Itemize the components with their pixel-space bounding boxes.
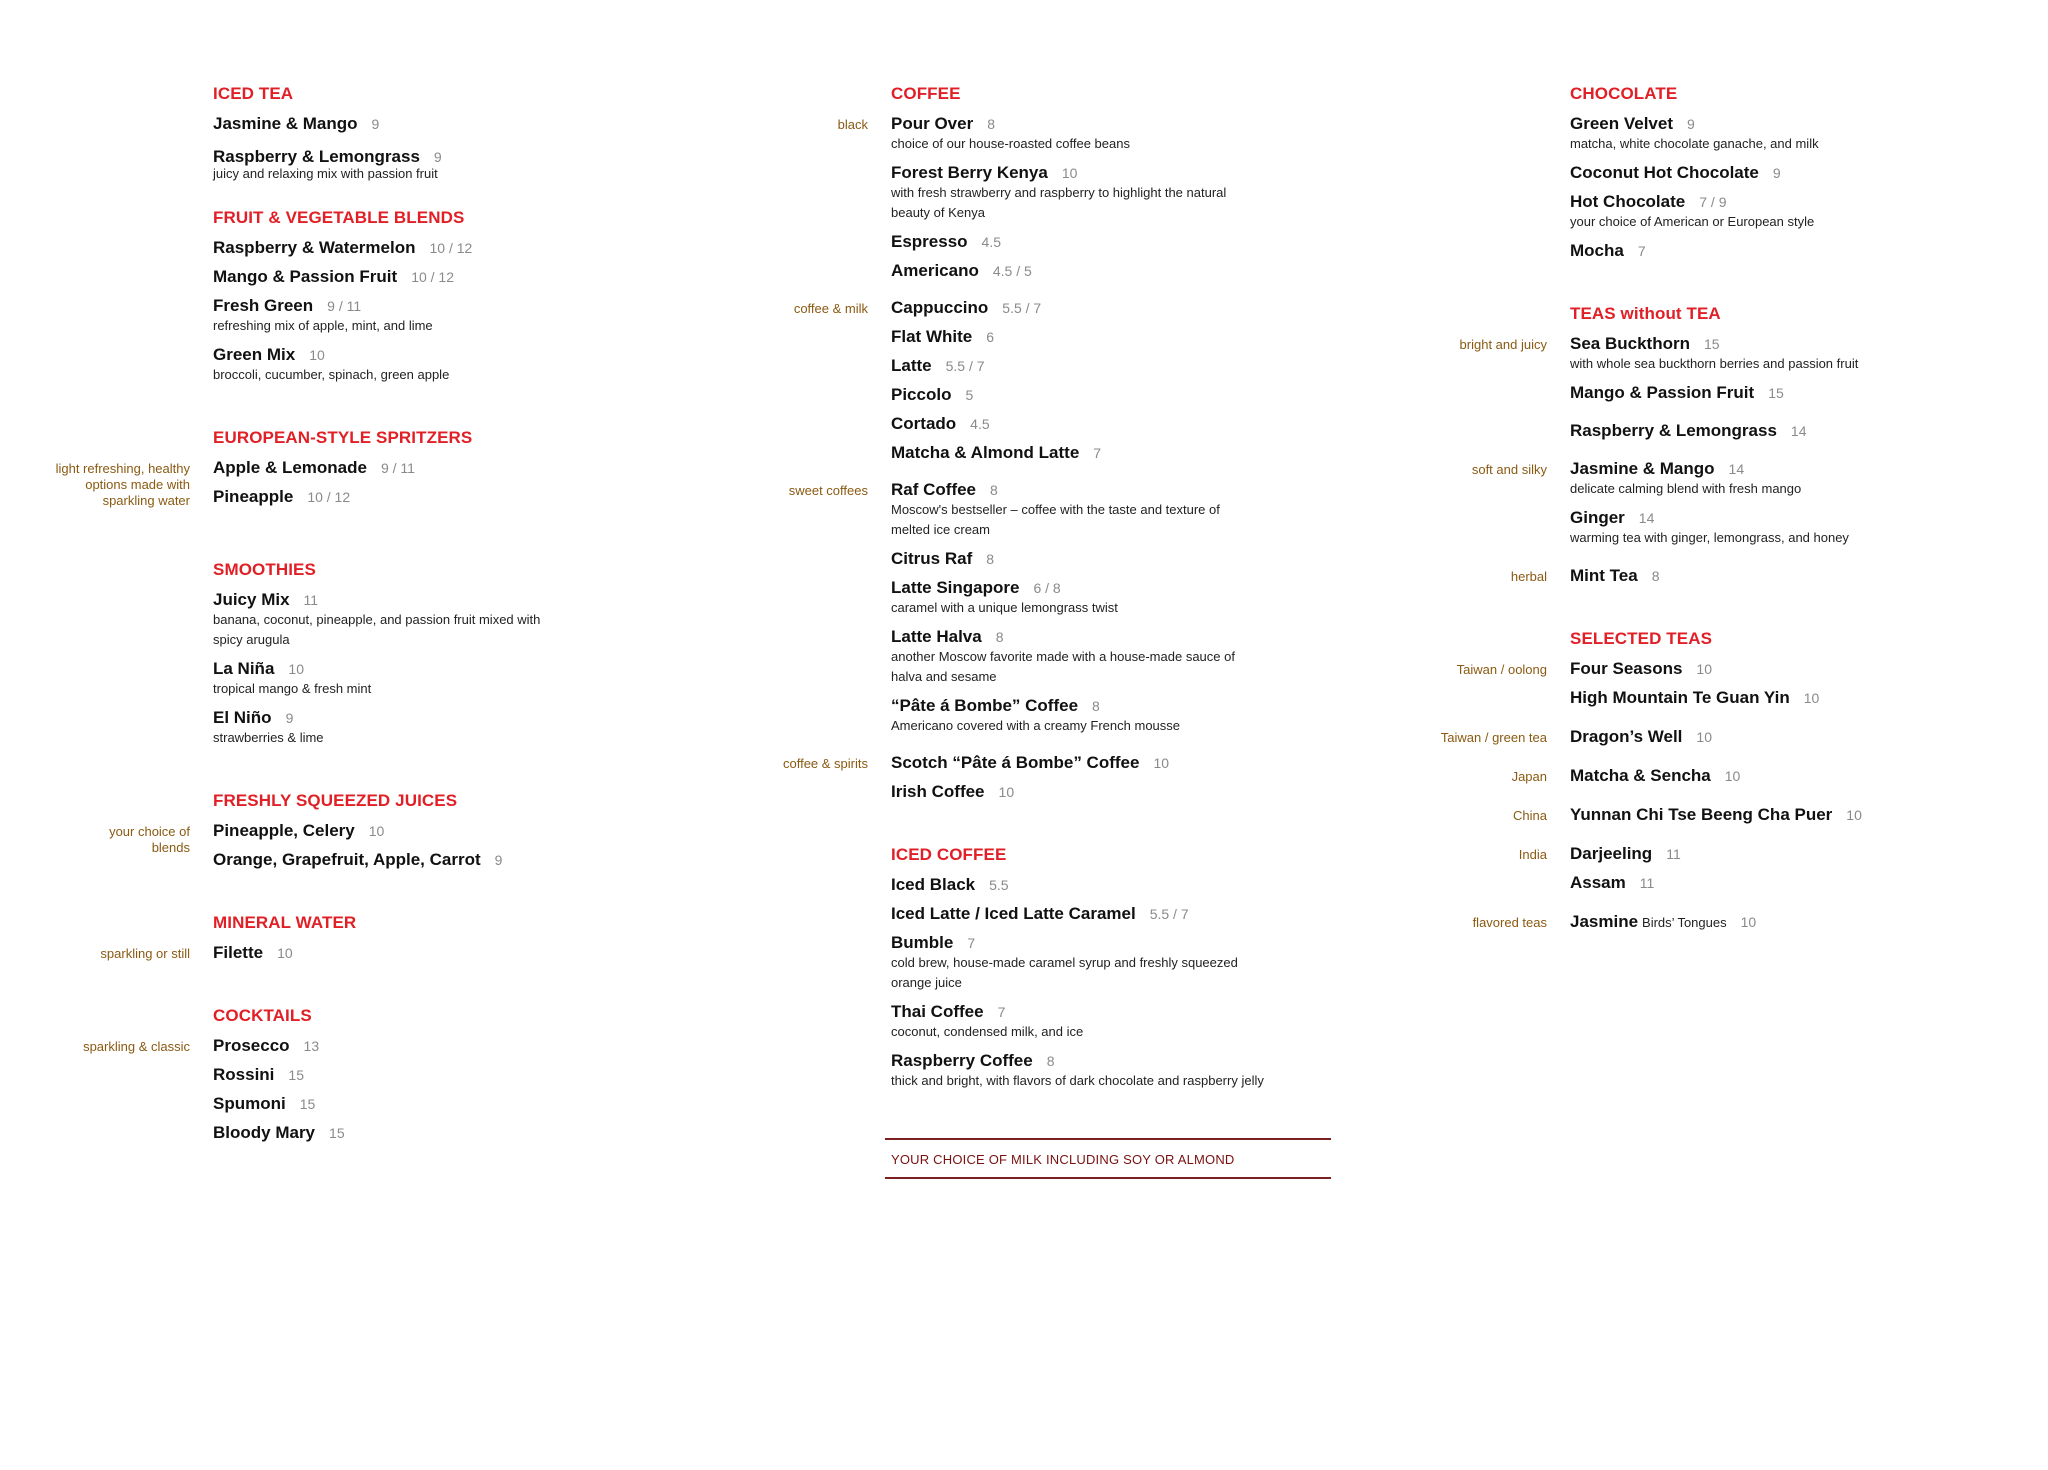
menu-item (1570, 192, 1990, 232)
section-iced-coffee (891, 844, 1351, 1091)
menu-item (891, 696, 1351, 736)
item-description: refreshing mix of apple, mint, and lime (213, 318, 433, 333)
category-note: India (1518, 847, 1547, 862)
section-european-spritzers (55, 427, 613, 508)
section-title: EUROPEAN-STYLE SPRITZERS (213, 428, 473, 447)
menu-item (213, 1094, 613, 1114)
item-price: 11 (1639, 875, 1655, 891)
item-name: Yunnan Chi Tse Beeng Cha Puer (1570, 805, 1833, 824)
menu-item (1570, 114, 1990, 154)
item-price: 10 (368, 823, 385, 839)
item-name: Cortado (891, 414, 957, 433)
menu-item (213, 659, 613, 699)
menu-item (213, 267, 613, 287)
item-price: 9 (433, 149, 442, 165)
item-name: Forest Berry Kenya (891, 163, 1048, 182)
section-title: ICED TEA (213, 84, 294, 103)
menu-item (213, 147, 613, 181)
menu-item (891, 782, 1351, 802)
item-description: choice of our house-roasted coffee beans (891, 136, 1130, 151)
item-name: Fresh Green (213, 296, 314, 315)
menu-item (891, 1051, 1351, 1091)
menu-item (891, 904, 1351, 924)
menu-item (213, 708, 613, 748)
item-price: 5.5 / 7 (945, 358, 985, 374)
item-name: La Niña (213, 659, 275, 678)
item-name: Green Velvet (1570, 114, 1674, 133)
section-title: SELECTED TEAS (1570, 629, 1713, 648)
menu-item (1570, 421, 1990, 441)
item-name: Americano (891, 261, 979, 280)
item-name: Juicy Mix (213, 590, 290, 609)
menu-item (213, 487, 613, 507)
item-price: 10 (288, 661, 304, 677)
item-name: Bloody Mary (213, 1123, 316, 1142)
section-mineral-water (100, 912, 613, 963)
menu-item (1570, 688, 1990, 708)
menu-column-right (1440, 83, 1990, 942)
item-name: Raf Coffee (891, 480, 977, 499)
item-price: 7 / 9 (1699, 194, 1727, 210)
item-description: matcha, white chocolate ganache, and milk (1570, 136, 1819, 151)
item-name: Iced Black (891, 875, 976, 894)
item-price: 15 (299, 1096, 316, 1112)
item-price: 9 (1687, 116, 1695, 132)
menu-item (793, 298, 1351, 318)
item-price: 11 (303, 592, 319, 608)
item-description: thick and bright, with flavors of dark chocolate and raspberry jelly (891, 1073, 1264, 1088)
item-name: Latte Singapore (891, 578, 1020, 597)
item-name: El Niño (213, 708, 272, 727)
menu-item (213, 238, 613, 258)
item-name: Darjeeling (1570, 844, 1653, 863)
item-name: Cappuccino (891, 298, 989, 317)
item-name: Raspberry & Lemongrass (213, 147, 420, 166)
item-name: Raspberry & Lemongrass (1570, 421, 1777, 440)
category-note: sparkling or still (100, 946, 190, 961)
menu-item (891, 627, 1351, 687)
item-price: 5.5 / 7 (1002, 300, 1042, 316)
category-note: your choice of blends (109, 824, 190, 855)
category-note: China (1513, 808, 1547, 823)
menu-item (891, 385, 1351, 405)
menu-item (1456, 659, 1990, 679)
item-price: 6 (986, 329, 995, 345)
item-price: 14 (1638, 510, 1655, 526)
item-name: Four Seasons (1570, 659, 1683, 678)
item-description: Moscow's bestseller – coffee with the taste and texture of melted ice cream (891, 502, 1220, 537)
item-name: “Pâte á Bombe” Coffee (891, 696, 1079, 715)
item-price: 8 (995, 629, 1004, 645)
item-description: broccoli, cucumber, spinach, green apple (213, 367, 450, 382)
menu-item (1472, 912, 1990, 933)
item-price: 8 (1651, 568, 1660, 584)
item-price: 4.5 (981, 234, 1002, 250)
menu-item (891, 933, 1351, 993)
menu-item (100, 943, 613, 963)
item-name: Espresso (891, 232, 968, 251)
menu-item (213, 1123, 613, 1143)
menu-item (1570, 873, 1990, 893)
item-description: tropical mango & fresh mint (213, 681, 372, 696)
item-price: 4.5 / 5 (992, 263, 1032, 279)
menu-item (1511, 766, 1990, 786)
item-price: 9 / 11 (380, 460, 415, 476)
menu-item (213, 1065, 613, 1085)
section-coffee (782, 83, 1351, 802)
menu-item (891, 875, 1351, 895)
item-name: Scotch “Pâte á Bombe” Coffee (891, 753, 1140, 772)
menu-item (891, 356, 1351, 376)
item-price: 9 (494, 852, 503, 868)
item-description: strawberries & lime (213, 730, 324, 745)
menu-item (837, 114, 1351, 154)
item-name: Piccolo (891, 385, 952, 404)
menu-item (891, 163, 1351, 223)
item-price: 10 (1846, 807, 1862, 823)
section-title: COFFEE (891, 84, 961, 103)
item-name: Matcha & Sencha (1570, 766, 1711, 785)
item-name: Ginger (1570, 508, 1625, 527)
section-title: TEAS without TEA (1570, 304, 1721, 323)
item-price: 15 (288, 1067, 304, 1083)
item-price: 10 (277, 945, 293, 961)
menu-item (1570, 163, 1990, 183)
item-price: 9 / 11 (327, 298, 362, 314)
item-price: 4.5 (970, 416, 990, 432)
menu-item (891, 327, 1351, 347)
item-price: 10 / 12 (307, 489, 351, 505)
item-price: 10 (998, 784, 1015, 800)
menu-item (213, 296, 613, 336)
item-price: 10 / 12 (411, 269, 455, 285)
menu-item (1518, 844, 1990, 864)
item-price: 7 (967, 935, 976, 951)
item-name: Mango & Passion Fruit (213, 267, 398, 286)
menu-item (109, 821, 613, 855)
item-name: Rossini (213, 1065, 275, 1084)
category-note: coffee & milk (793, 301, 868, 316)
item-name: Assam (1570, 873, 1626, 892)
section-title: MINERAL WATER (213, 913, 357, 932)
item-price: 10 (1153, 755, 1170, 771)
item-name: Iced Latte / Iced Latte Caramel (891, 904, 1136, 923)
menu-item (1440, 727, 1990, 747)
item-description: delicate calming blend with fresh mango (1570, 481, 1802, 496)
item-price: 9 (1772, 165, 1781, 181)
category-note: herbal (1510, 569, 1547, 584)
item-variant: Birds’ Tongues (1642, 915, 1727, 930)
item-price: 15 (1703, 336, 1720, 352)
menu-item (213, 590, 613, 650)
menu-item (213, 850, 613, 870)
category-note: light refreshing, healthy options made with sparkling water (55, 461, 190, 508)
item-price: 15 (329, 1125, 345, 1141)
item-price: 5.5 (989, 877, 1009, 893)
section-title: FRESHLY SQUEEZED JUICES (213, 791, 458, 810)
item-name: Citrus Raf (891, 549, 973, 568)
item-name: High Mountain Te Guan Yin (1570, 688, 1790, 707)
menu-item (1570, 383, 1990, 403)
menu-column-left (55, 83, 613, 1152)
item-price: 14 (1728, 461, 1745, 477)
item-name: Apple & Lemonade (213, 458, 367, 477)
item-name: Hot Chocolate (1570, 192, 1686, 211)
item-name: Coconut Hot Chocolate (1570, 163, 1759, 182)
menu-item (891, 578, 1351, 618)
item-name: Filette (213, 943, 264, 962)
section-teas-without-tea (1459, 303, 1990, 586)
item-name: Jasmine & Mango (1570, 459, 1715, 478)
menu-item (782, 753, 1351, 773)
item-price: 15 (1768, 385, 1784, 401)
item-price: 13 (303, 1038, 320, 1054)
menu-item (1513, 805, 1990, 825)
item-price: 7 (997, 1004, 1006, 1020)
item-name: Latte Halva (891, 627, 982, 646)
item-description: coconut, condensed milk, and ice (891, 1024, 1084, 1039)
item-price: 8 (990, 482, 998, 498)
category-note: sparkling & classic (83, 1039, 190, 1054)
menu-item (891, 261, 1351, 281)
item-description: with whole sea buckthorn berries and passion fruit (1570, 356, 1859, 371)
category-note: flavored teas (1472, 915, 1547, 930)
item-price: 10 (1803, 690, 1820, 706)
item-price: 5 (965, 387, 974, 403)
item-name: Pineapple (213, 487, 294, 506)
item-price: 8 (987, 116, 995, 132)
item-price: 10 (1696, 661, 1712, 677)
item-name: Mint Tea (1570, 566, 1638, 585)
section-chocolate (1570, 83, 1990, 261)
item-price: 8 (1046, 1053, 1055, 1069)
section-iced-tea (213, 83, 613, 181)
item-name: Green Mix (213, 345, 296, 364)
category-note: bright and juicy (1459, 337, 1547, 352)
section-smoothies (213, 559, 613, 748)
item-name: Thai Coffee (891, 1002, 984, 1021)
milk-options-note: YOUR CHOICE OF MILK INCLUDING SOY OR ALMOND (885, 1138, 1331, 1179)
item-price: 6 / 8 (1033, 580, 1061, 596)
item-name: Sea Buckthorn (1570, 334, 1690, 353)
item-price: 7 (1093, 445, 1102, 461)
item-description: juicy and relaxing mix with passion fruit (213, 166, 438, 181)
item-name: Mocha (1570, 241, 1624, 260)
item-name: Raspberry & Watermelon (213, 238, 416, 257)
item-price: 10 (309, 347, 325, 363)
category-note: coffee & spirits (782, 756, 868, 771)
menu-item (891, 443, 1351, 463)
item-price: 11 (1666, 846, 1681, 862)
item-description: warming tea with ginger, lemongrass, and honey (1570, 530, 1849, 545)
item-name: Latte (891, 356, 932, 375)
item-description: banana, coconut, pineapple, and passion fruit mixed with spicy arugula (213, 612, 541, 647)
category-note: sweet coffees (788, 483, 868, 498)
item-name: Dragon’s Well (1570, 727, 1683, 746)
item-name: Raspberry Coffee (891, 1051, 1033, 1070)
item-price: 9 (371, 116, 380, 132)
menu-item (891, 414, 1351, 434)
menu-column-center (782, 83, 1351, 1179)
item-price: 9 (285, 710, 294, 726)
section-title: FRUIT & VEGETABLE BLENDS (213, 208, 465, 227)
section-cocktails (83, 1005, 613, 1143)
item-name: Pour Over (891, 114, 974, 133)
category-note: Taiwan / oolong (1456, 662, 1547, 677)
menu-item (1510, 566, 1990, 586)
item-name: Orange, Grapefruit, Apple, Carrot (213, 850, 481, 869)
item-name: Jasmine & Mango (213, 114, 358, 133)
item-price: 10 (1061, 165, 1078, 181)
item-description: with fresh strawberry and raspberry to highlight the natural beauty of Kenya (891, 185, 1227, 220)
item-price: 10 (1696, 729, 1712, 745)
category-note: soft and silky (1471, 462, 1547, 477)
item-description: Americano covered with a creamy French mousse (891, 718, 1181, 733)
menu-item (213, 114, 613, 134)
menu-item (891, 549, 1351, 569)
menu-item (891, 232, 1351, 252)
section-title: SMOOTHIES (213, 560, 316, 579)
menu-item (1570, 241, 1990, 261)
item-name: Mango & Passion Fruit (1570, 383, 1755, 402)
item-price: 5.5 / 7 (1149, 906, 1189, 922)
category-note: black (837, 117, 868, 132)
menu-item (1471, 459, 1990, 499)
item-name: Spumoni (213, 1094, 286, 1113)
item-price: 10 (1740, 914, 1757, 930)
item-name: Bumble (891, 933, 954, 952)
menu-item (213, 345, 613, 385)
item-description: another Moscow favorite made with a house-made sauce of halva and sesame (891, 649, 1235, 684)
category-note: Japan (1511, 769, 1547, 784)
item-price: 10 (1724, 768, 1741, 784)
item-price: 8 (1092, 698, 1100, 714)
item-price: 14 (1790, 423, 1807, 439)
section-title: ICED COFFEE (891, 845, 1007, 864)
item-price: 8 (986, 551, 995, 567)
item-price: 10 / 12 (429, 240, 473, 256)
section-title: COCKTAILS (213, 1006, 312, 1025)
section-selected-teas (1440, 628, 1990, 933)
section-fruit-vegetable-blends (213, 207, 613, 385)
item-name: Matcha & Almond Latte (891, 443, 1080, 462)
section-title: CHOCOLATE (1570, 84, 1678, 103)
menu-item (83, 1036, 613, 1056)
menu-item (1459, 334, 1990, 374)
item-name: Pineapple, Celery (213, 821, 355, 840)
item-description: your choice of American or European style (1570, 214, 1815, 229)
menu-item (891, 1002, 1351, 1042)
section-fresh-juices (109, 790, 613, 870)
item-description: caramel with a unique lemongrass twist (891, 600, 1118, 615)
item-name: Flat White (891, 327, 973, 346)
menu-item (788, 480, 1351, 540)
item-name: Prosecco (213, 1036, 290, 1055)
category-note: Taiwan / green tea (1440, 730, 1547, 745)
menu-item (1570, 508, 1990, 548)
item-name: Irish Coffee (891, 782, 985, 801)
item-name: Jasmine (1570, 912, 1639, 931)
item-price: 7 (1637, 243, 1646, 259)
item-description: cold brew, house-made caramel syrup and freshly squeezed orange juice (891, 955, 1238, 990)
